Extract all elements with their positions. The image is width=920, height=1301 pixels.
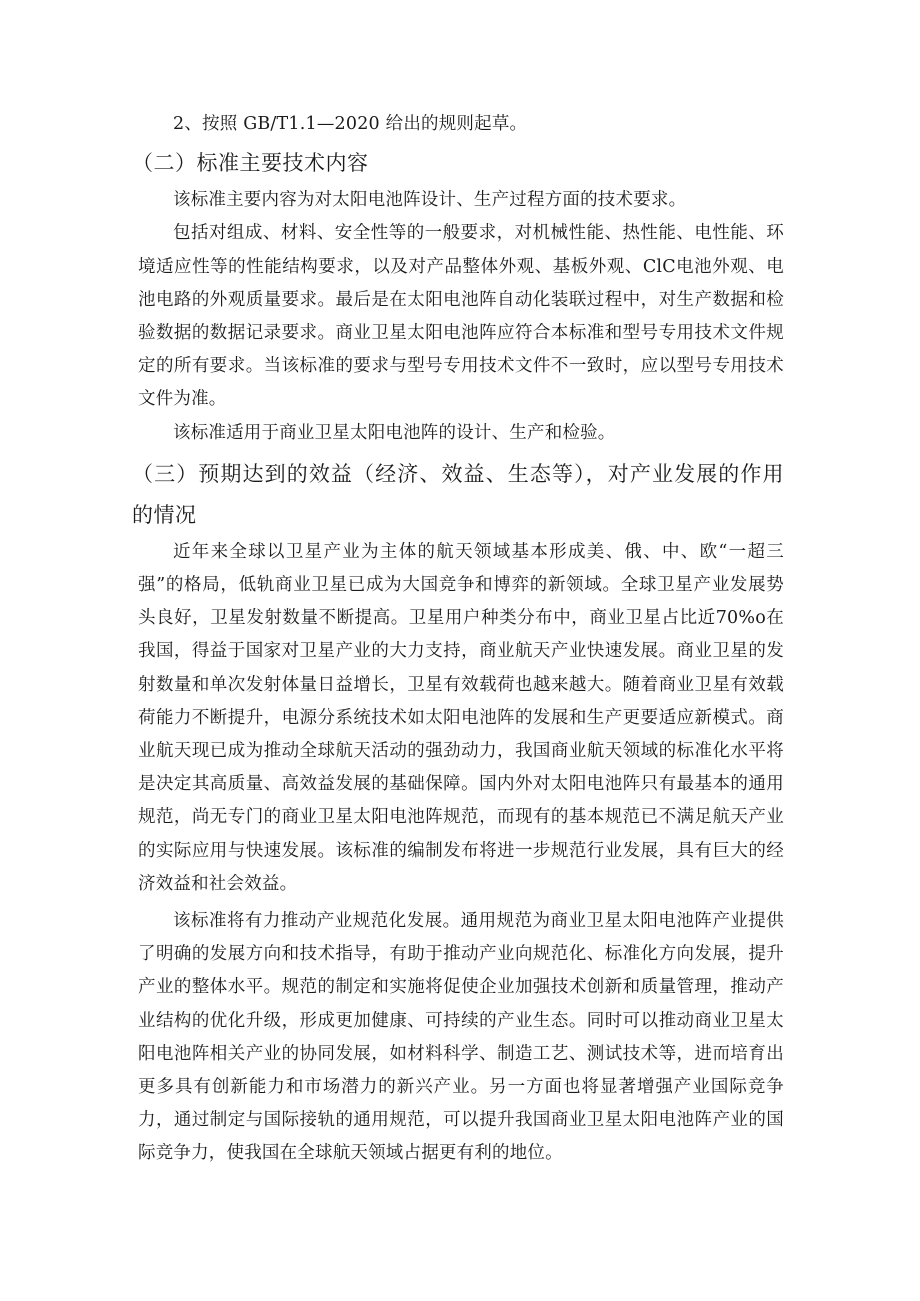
- list-item-2: 2、按照 GB/T1.1—2020 给出的规则起草。: [173, 114, 528, 134]
- section-3-paragraph-1: 近年来全球以卫星产业为主体的航天领域基本形成美、俄、中、欧“一超三强”的格局，低轨商业卫星已成为大国竞争和博弈的新领域。全球卫星产业发展势头良好，卫星发射数量不断提高。卫星用户种类分布中，商业卫星占比近70%o在我国，得益于国家对卫星产业的大力支持，商业航天产业快速发展。商业卫星的发射数量和单次发射体量日益增长，卫星有效载荷也越来越大。随着商业卫星有效载荷能力不断提升，电源分系统技术如太阳电池阵的发展和生产更要适应新模式。商业航天现已成为推动全球航天活动的强劲动力，我国商业航天领域的标准化水平将是决定其高质量、高效益发展的基础保障。国内外对太阳电池阵只有最基本的通用规范，尚无专门的商业卫星太阳电池阵规范，而现有的基本规范已不满足航天产业的实际应用与快速发展。该标准的编制发布将进一步规范行业发展，具有巨大的经济效益和社会效益。: [138, 541, 784, 894]
- section-3-heading: （三）预期达到的效益（经济、效益、生态等），对产业发展的作用的情况: [132, 461, 784, 527]
- section-2-paragraph-2: 包括对组成、材料、安全性等的一般要求，对机械性能、热性能、电性能、环境适应性等的性能结构要求，以及对产品整体外观、基板外观、ClC电池外观、电池电路的外观质量要求。最后是在太阳电池阵自动化装联过程中，对生产数据和检验数据的数据记录要求。商业卫星太阳电池阵应符合本标准和型号专用技术文件规定的所有要求。当该标准的要求与型号专用技术文件不一致时，应以型号专用技术文件为准。: [138, 223, 784, 410]
- document-body: [132, 108, 784, 1171]
- section-3-paragraph-2: 该标准将有力推动产业规范化发展。通用规范为商业卫星太阳电池阵产业提供了明确的发展方向和技术指导，有助于推动产业向规范化、标准化方向发展，提升产业的整体水平。规范的制定和实施将促使企业加强技术创新和质量管理，推动产业结构的优化升级，形成更加健康、可持续的产业生态。同时可以推动商业卫星太阳电池阵相关产业的协同发展，如材料科学、制造工艺、测试技术等，进而培育出更多具有创新能力和市场潜力的新兴产业。另一方面也将显著增强产业国际竞争力，通过制定与国际接轨的通用规范，可以提升我国商业卫星太阳电池阵产业的国际竞争力，使我国在全球航天领域占据更有利的地位。: [138, 911, 784, 1164]
- section-2-paragraph-1: 该标准主要内容为对太阳电池阵设计、生产过程方面的技术要求。: [173, 190, 687, 211]
- section-2-paragraph-3: 该标准适用于商业卫星太阳电池阵的设计、生产和检验。: [173, 422, 616, 443]
- section-2-heading: （二）标准主要技术内容: [132, 151, 369, 176]
